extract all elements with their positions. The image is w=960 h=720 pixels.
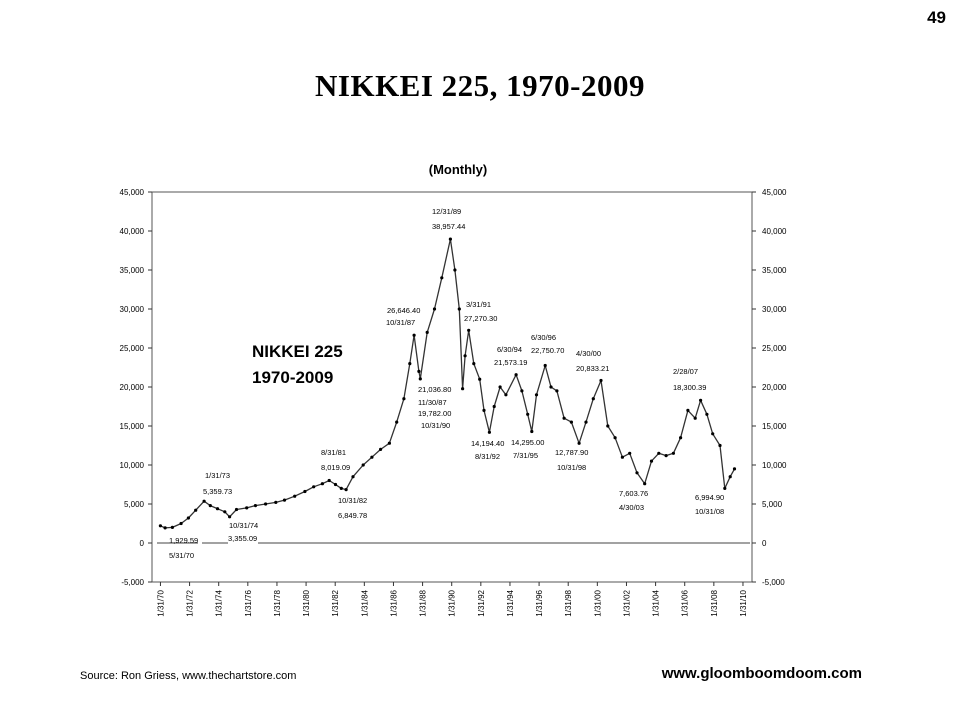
- y-tick-label-right: 0: [762, 539, 767, 548]
- x-tick-label: 1/31/98: [564, 590, 574, 617]
- data-point: [312, 485, 315, 488]
- data-point: [515, 373, 518, 376]
- data-point: [203, 500, 206, 503]
- data-point: [504, 393, 507, 396]
- annotation-value: 18,300.39: [673, 383, 707, 392]
- y-tick-label-right: -5,000: [762, 578, 785, 587]
- annotation-value: 8,019.09: [321, 463, 351, 472]
- data-point: [499, 385, 502, 388]
- annotation-date: 7/31/95: [513, 451, 539, 460]
- annotation-value: 14,295.00: [511, 438, 545, 447]
- annotation-value: 20,833.21: [576, 364, 610, 373]
- x-tick-label: 1/31/76: [243, 590, 253, 617]
- data-point: [328, 479, 331, 482]
- data-point: [733, 467, 736, 470]
- data-point: [171, 526, 174, 529]
- x-tick-label: 1/31/96: [535, 590, 545, 617]
- y-tick-label-left: 10,000: [119, 461, 144, 470]
- data-point: [665, 454, 668, 457]
- annotation-value: 5,359.73: [203, 487, 233, 496]
- x-tick-label: 1/31/82: [331, 590, 341, 617]
- data-point: [520, 389, 523, 392]
- data-point: [321, 482, 324, 485]
- data-point: [488, 431, 491, 434]
- data-point: [264, 502, 267, 505]
- data-point: [530, 430, 533, 433]
- data-point: [417, 370, 420, 373]
- data-point: [449, 238, 452, 241]
- data-point: [370, 456, 373, 459]
- data-point: [526, 413, 529, 416]
- data-point: [549, 385, 552, 388]
- inset-label-line2: 1970-2009: [252, 368, 334, 387]
- data-point: [679, 436, 682, 439]
- y-tick-label-right: 10,000: [762, 461, 787, 470]
- x-tick-label: 1/31/08: [709, 590, 719, 617]
- data-point: [578, 442, 581, 445]
- data-point: [274, 501, 277, 504]
- data-point: [711, 432, 714, 435]
- data-point: [408, 362, 411, 365]
- y-tick-label-left: 40,000: [119, 227, 144, 236]
- annotation-date: 10/31/82: [338, 496, 368, 505]
- data-point: [433, 307, 436, 310]
- data-point: [303, 490, 306, 493]
- annotation-date: 1/31/73: [205, 471, 231, 480]
- annotation-value: 38,957.44: [432, 222, 466, 231]
- annotation-value: 21,036.80: [418, 385, 452, 394]
- x-tick-label: 1/31/04: [651, 590, 661, 617]
- y-tick-label-left: 5,000: [123, 500, 144, 509]
- data-point: [334, 483, 337, 486]
- data-point: [614, 436, 617, 439]
- data-point: [379, 448, 382, 451]
- data-point: [228, 515, 231, 518]
- data-point: [453, 268, 456, 271]
- data-point: [159, 524, 162, 527]
- y-tick-label-right: 15,000: [762, 422, 787, 431]
- y-tick-label-right: 35,000: [762, 266, 787, 275]
- y-tick-label-left: 25,000: [119, 344, 144, 353]
- annotation-value: 3,355.09: [228, 534, 258, 543]
- data-point: [395, 421, 398, 424]
- data-point: [643, 482, 646, 485]
- annotation-date: 6/30/94: [497, 345, 523, 354]
- y-tick-label-right: 45,000: [762, 188, 787, 197]
- x-tick-label: 1/31/90: [447, 590, 457, 617]
- annotation-date: 10/31/74: [229, 521, 259, 530]
- y-tick-label-right: 30,000: [762, 305, 787, 314]
- annotation-date: 10/31/90: [421, 421, 451, 430]
- annotation-date: 2/28/07: [673, 367, 699, 376]
- x-tick-label: 1/31/06: [680, 590, 690, 617]
- chart-subtitle: (Monthly): [428, 162, 488, 177]
- data-point: [694, 417, 697, 420]
- y-tick-label-left: 15,000: [119, 422, 144, 431]
- data-point: [472, 362, 475, 365]
- source-credit: Source: Ron Griess, www.thechartstore.com: [80, 670, 297, 682]
- x-tick-label: 1/31/02: [622, 590, 632, 617]
- data-point: [672, 452, 675, 455]
- data-point: [544, 364, 547, 367]
- inset-label-line1: NIKKEI 225: [252, 342, 343, 361]
- x-tick-label: 1/31/92: [476, 590, 486, 617]
- data-point: [402, 397, 405, 400]
- annotation-value: 26,646.40: [387, 306, 421, 315]
- x-tick-label: 1/31/70: [156, 590, 166, 617]
- data-point: [362, 463, 365, 466]
- data-point: [351, 475, 354, 478]
- y-tick-label-left: 20,000: [119, 383, 144, 392]
- annotation-value: 27,270.30: [464, 314, 498, 323]
- x-tick-label: 1/31/00: [593, 590, 603, 617]
- data-point: [458, 307, 461, 310]
- data-point: [729, 475, 732, 478]
- annotation-value: 22,750.70: [531, 346, 565, 355]
- data-point: [592, 397, 595, 400]
- data-point: [413, 334, 416, 337]
- data-point: [482, 409, 485, 412]
- x-tick-label: 1/31/84: [360, 590, 370, 617]
- x-tick-label: 1/31/10: [738, 590, 748, 617]
- annotation-value: 12,787.90: [555, 448, 589, 457]
- y-tick-label-left: 30,000: [119, 305, 144, 314]
- data-point: [555, 389, 558, 392]
- annotation-value: 21,573.19: [494, 358, 528, 367]
- data-point: [283, 499, 286, 502]
- data-point: [705, 413, 708, 416]
- website-link[interactable]: www.gloomboomdoom.com: [661, 665, 862, 682]
- data-point: [535, 393, 538, 396]
- data-point: [635, 471, 638, 474]
- annotation-date: 12/31/89: [432, 207, 462, 216]
- y-tick-label-right: 25,000: [762, 344, 787, 353]
- data-point: [209, 504, 212, 507]
- x-tick-label: 1/31/74: [214, 590, 224, 617]
- y-tick-label-left: 0: [139, 539, 144, 548]
- data-point: [584, 421, 587, 424]
- annotation-value: 6,994.90: [695, 493, 725, 502]
- x-tick-label: 1/31/94: [505, 590, 515, 617]
- data-point: [464, 354, 467, 357]
- data-point: [467, 329, 470, 332]
- x-tick-label: 1/31/86: [389, 590, 399, 617]
- page-number: 49: [927, 8, 946, 27]
- data-point: [599, 379, 602, 382]
- annotation-value: 6,849.78: [338, 511, 368, 520]
- data-point: [223, 510, 226, 513]
- data-point: [426, 331, 429, 334]
- annotation-value: 1,929.59: [169, 536, 199, 545]
- data-point: [563, 417, 566, 420]
- data-point: [187, 516, 190, 519]
- y-tick-label-left: 45,000: [119, 188, 144, 197]
- annotation-value: 19,782.00: [418, 409, 452, 418]
- data-point: [216, 507, 219, 510]
- data-point: [650, 460, 653, 463]
- data-point: [340, 487, 343, 490]
- data-point: [718, 444, 721, 447]
- annotation-date: 4/30/00: [576, 349, 602, 358]
- annotation-date: 3/31/91: [466, 300, 492, 309]
- data-point: [461, 387, 464, 390]
- data-point: [440, 276, 443, 279]
- y-tick-label-right: 5,000: [762, 500, 783, 509]
- data-point: [419, 377, 422, 380]
- data-point: [699, 399, 702, 402]
- x-tick-label: 1/31/80: [302, 590, 312, 617]
- data-point: [235, 508, 238, 511]
- data-point: [606, 424, 609, 427]
- data-point: [388, 442, 391, 445]
- y-tick-label-right: 40,000: [762, 227, 787, 236]
- data-point: [657, 452, 660, 455]
- data-point: [686, 409, 689, 412]
- data-point: [245, 506, 248, 509]
- data-point: [493, 405, 496, 408]
- y-tick-label-left: 35,000: [119, 266, 144, 275]
- page-title: NIKKEI 225, 1970-2009: [315, 68, 645, 103]
- annotation-date: 10/31/87: [386, 318, 416, 327]
- annotation-date: 8/31/92: [475, 452, 501, 461]
- annotation-date: 8/31/81: [321, 448, 347, 457]
- annotation-date: 10/31/98: [557, 463, 587, 472]
- annotation-date: 4/30/03: [619, 503, 645, 512]
- data-point: [254, 504, 257, 507]
- data-point: [164, 526, 167, 529]
- data-point: [570, 421, 573, 424]
- annotation-date: 10/31/08: [695, 507, 725, 516]
- series-line-nikkei: [160, 239, 734, 528]
- data-point: [478, 378, 481, 381]
- data-point: [293, 495, 296, 498]
- data-point: [180, 522, 183, 525]
- data-point: [194, 509, 197, 512]
- annotation-date: 11/30/87: [418, 398, 447, 407]
- annotation-value: 14,194.40: [471, 439, 505, 448]
- y-tick-label-left: -5,000: [121, 578, 144, 587]
- annotation-date: 5/31/70: [169, 551, 195, 560]
- x-tick-label: 1/31/88: [418, 590, 428, 617]
- x-tick-label: 1/31/78: [272, 590, 282, 617]
- annotation-date: 6/30/96: [531, 333, 557, 342]
- annotation-value: 7,603.76: [619, 489, 649, 498]
- data-point: [345, 488, 348, 491]
- data-point: [628, 452, 631, 455]
- y-tick-label-right: 20,000: [762, 383, 787, 392]
- x-tick-label: 1/31/72: [185, 590, 195, 617]
- data-point: [723, 487, 726, 490]
- data-point: [621, 456, 624, 459]
